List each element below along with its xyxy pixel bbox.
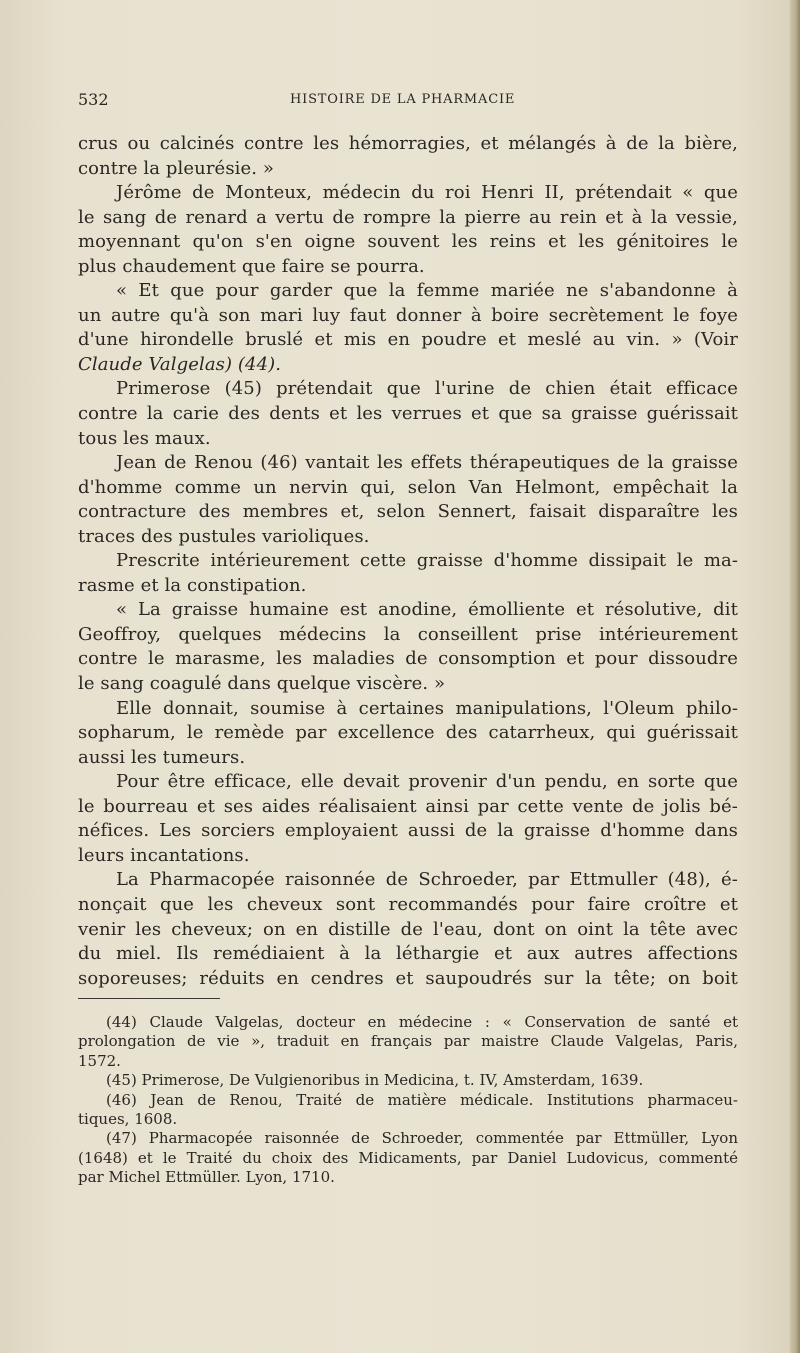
text-line: Claude Valgelas) (44). bbox=[78, 353, 282, 375]
footnote-line: (45) Primerose, De Vulgienoribus in Medicina, t. IV, Amsterdam, 1639. bbox=[106, 1071, 644, 1090]
page-number: 532 bbox=[78, 90, 109, 109]
text-line: Geoffroy, quelques médecins la conseillent prise intérieurement bbox=[78, 623, 738, 645]
text-line: « La graisse humaine est anodine, émolliente et résolutive, dit bbox=[116, 599, 738, 621]
text-line: La Pharmacopée raisonnée de Schroeder, par Ettmuller (48), é- bbox=[116, 869, 738, 891]
text-line: contre la pleurésie. » bbox=[78, 157, 275, 179]
text-line: le sang coagulé dans quelque viscère. » bbox=[78, 673, 446, 695]
text-line: nonçait que les cheveux sont recommandés pour faire croître et bbox=[78, 893, 738, 915]
footnote-line: (46) Jean de Renou, Traité de matière médicale. Institutions pharmaceu- bbox=[106, 1090, 738, 1109]
text-line: crus ou calcinés contre les hémorragies, et mélangés à de la bière, bbox=[78, 133, 738, 154]
text-line: le bourreau et ses aides réalisaient ainsi par cette vente de jolis bé- bbox=[78, 795, 738, 817]
footnote-line: par Michel Ettmüller. Lyon, 1710. bbox=[78, 1168, 335, 1187]
text-line: « Et que pour garder que la femme mariée ne s'abandonne à bbox=[116, 280, 738, 302]
footnotes bbox=[78, 1013, 738, 1188]
text-line: contre la carie des dents et les verrues et que sa graisse guérissait bbox=[78, 403, 738, 425]
text-line: du miel. Ils remédiaient à la léthargie et aux autres affections bbox=[78, 943, 738, 965]
text-line: venir les cheveux; on en distille de l'eau, dont on oint la tête avec bbox=[78, 918, 738, 940]
text-line: contracture des membres et, selon Sennert, faisait disparaître les bbox=[78, 501, 738, 523]
text-line: Pour être efficace, elle devait provenir d'un pendu, en sorte que bbox=[116, 771, 738, 793]
footnote-line: prolongation de vie », traduit en français par maistre Claude Valgelas, Paris, bbox=[78, 1032, 738, 1051]
footnote-separator bbox=[78, 998, 220, 999]
text-line: contre le marasme, les maladies de consomption et pour dissoudre bbox=[78, 648, 738, 670]
text-line: traces des pustules varioliques. bbox=[78, 525, 370, 547]
footnote-line: tiques, 1608. bbox=[78, 1109, 178, 1128]
text-line: Jean de Renou (46) vantait les effets thérapeutiques de la graisse bbox=[116, 452, 738, 474]
text-line: néfices. Les sorciers employaient aussi de la graisse d'homme dans bbox=[78, 820, 738, 842]
footnote-line: 1572. bbox=[78, 1051, 121, 1070]
text-line: plus chaudement que faire se pourra. bbox=[78, 255, 425, 277]
text-line: aussi les tumeurs. bbox=[78, 746, 246, 768]
page-edge-shadow bbox=[790, 0, 800, 1353]
text-line: leurs incantations. bbox=[78, 844, 250, 866]
main-text bbox=[78, 132, 738, 991]
text-line: soporeuses; réduits en cendres et saupoudrés sur la tête; on boit bbox=[78, 967, 738, 989]
footnote-line: (1648) et le Traité du choix des Midicaments, par Daniel Ludovicus, commenté bbox=[78, 1148, 738, 1167]
text-line: d'homme comme un nervin qui, selon Van Helmont, empêchait la bbox=[78, 476, 738, 498]
text-line: Prescrite intérieurement cette graisse d'homme dissipait le ma- bbox=[116, 550, 738, 572]
footnote-line: (44) Claude Valgelas, docteur en médecine : « Conservation de santé et bbox=[106, 1013, 738, 1031]
text-line: un autre qu'à son mari luy faut donner à boire secrètement le foye bbox=[78, 304, 738, 326]
text-line: tous les maux. bbox=[78, 427, 211, 449]
page-header bbox=[78, 90, 738, 112]
text-line: Primerose (45) prétendait que l'urine de chien était efficace bbox=[116, 378, 738, 400]
text-line: d'une hirondelle bruslé et mis en poudre et meslé au vin. » (Voir bbox=[78, 329, 738, 351]
text-line: Elle donnait, soumise à certaines manipulations, l'Oleum philo- bbox=[116, 697, 738, 719]
text-line: sopharum, le remède par excellence des catarrheux, qui guérissait bbox=[78, 722, 738, 744]
text-line: moyennant qu'on s'en oigne souvent les reins et les génitoires le bbox=[78, 231, 738, 253]
text-line: Jérôme de Monteux, médecin du roi Henri II, prétendait « que bbox=[116, 182, 738, 204]
running-title: HISTOIRE DE LA PHARMACIE bbox=[290, 92, 516, 107]
text-line: rasme et la constipation. bbox=[78, 574, 307, 596]
footnote-line: (47) Pharmacopée raisonnée de Schroeder, commentée par Ettmüller, Lyon bbox=[106, 1129, 738, 1148]
text-line: le sang de renard a vertu de rompre la pierre au rein et à la vessie, bbox=[78, 206, 738, 228]
